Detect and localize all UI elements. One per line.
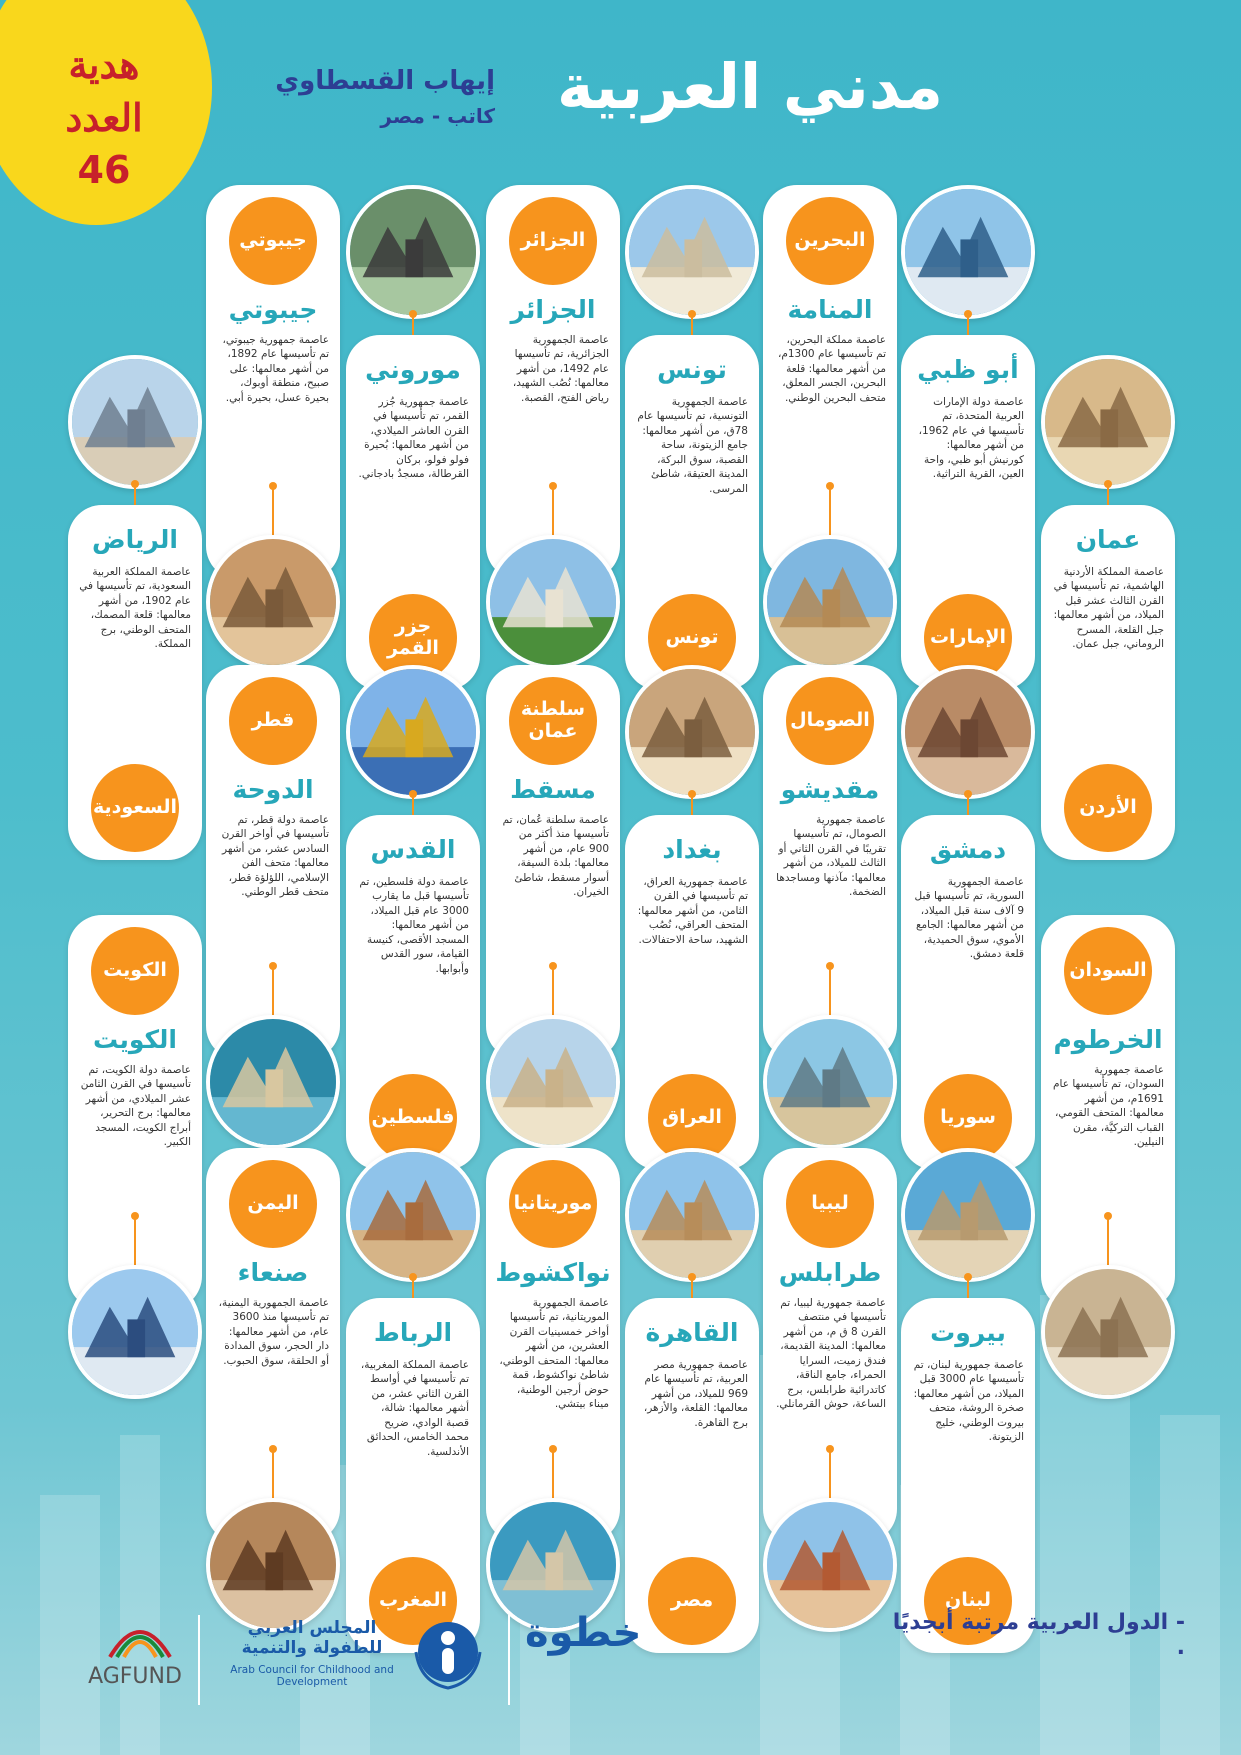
author-role: كاتب - مصر (380, 104, 495, 128)
city-description: عاصمة جمهورية جُزر القمر، تم تأسيسها في القرن العاشر الميلادي، من أشهر معالمها: بُحيرة فولو فولو، بركان القرطالة، مسجدُ بادجاني. (358, 396, 469, 481)
city-description: عاصمة الجمهورية اليمنية، تم تأسيسها منذ 3600 عام، من أشهر معالمها: دار الحجر، سوق المدادة أو الحلقة، سوق الحبوب. (218, 1297, 329, 1367)
city-description: عاصمة دولة الكويت، تم تأسيسها في القرن الثامن عشر الميلادي، من أشهر معالمها: برج التحرير، أبراج الكويت، المسجد الكبير. (80, 1064, 191, 1149)
landmark-photo (346, 1148, 480, 1282)
city-name: الكويت (92, 1025, 178, 1054)
landmark-photo (625, 665, 759, 799)
city-description: عاصمة جمهورية الصومال، تم تأسيسها تقريبًا في القرن الثاني أو الثالث للميلاد، من أشهر معالمها: مآذنها ومساجدها الضخمة. (776, 814, 886, 899)
city-name: موروني (365, 355, 461, 384)
landmark-photo (68, 355, 202, 489)
city-description: عاصمة المملكة المغربية، تم تأسيسها في أواسط القرن الثاني عشر، من أشهر معالمها: شالة، قصبة الوادي، ضريح محمد الخامس، الحدائق الأندلسية. (360, 1359, 469, 1458)
country-name-badge: تونس (644, 590, 740, 686)
country-name-badge: ليبيا (782, 1156, 878, 1252)
country-name-badge: قطر (225, 673, 321, 769)
city-name: صنعاء (237, 1258, 309, 1287)
country-name-badge: الأردن (1060, 760, 1156, 856)
council-name-english: Arab Council for Childhood and Development (230, 1664, 394, 1688)
city-name: الدوحة (232, 775, 314, 804)
city-description: عاصمة دولة فلسطين، تم تأسيسها قبل ما يقارب 3000 عام قبل الميلاد، من أشهر معالمها: المسجد الأقصى، كنيسة القيامة، سور القدس وأبوابها. (359, 876, 469, 975)
author-name: إيهاب القسطاوي (275, 66, 495, 96)
country-name-badge: الكويت (87, 923, 183, 1019)
city-description: عاصمة المملكة الأردنية الهاشمية، تم تأسيسها في القرن الثالث عشر قبل الميلاد، من أشهر معالمها: جبل القلعة، المسرح الروماني، جبل عمان. (1053, 566, 1164, 651)
city-description: عاصمة المملكة العربية السعودية، تم تأسيسها في عام 1902، من أشهر معالمها: قلعة المصمك، المتحف الوطني، برج المملكة. (79, 566, 191, 651)
country-name-badge: المغرب (365, 1553, 461, 1649)
city-name: جيبوتي (228, 295, 318, 324)
city-name: الرياض (92, 525, 178, 554)
landmark-photo (1041, 1265, 1175, 1399)
country-name-badge: الإمارات (920, 590, 1016, 686)
city-description: عاصمة جمهورية ليبيا، تم تأسيسها في منتصف القرن 8 ق م، من أشهر معالمها: المدينة القديمة، فندق زميت، السرايا الحمراء، جامع الناقة، كاتدرائية طرابلس، برج الساعة، حوش القرمانلي. (776, 1297, 886, 1411)
badge-issue-number: 46 (77, 148, 131, 192)
country-name-badge: الصومال (782, 673, 878, 769)
city-name: القاهرة (645, 1318, 739, 1347)
country-name-badge: سلطنة عمان (505, 673, 601, 769)
city-description: عاصمة مملكة البحرين، تم تأسيسها عام 1300م، من أشهر معالمها: قلعة البحرين، الجسر المعلق، متحف البحرين الوطني. (777, 334, 886, 404)
landmark-photo (901, 1148, 1035, 1282)
footer-note: - الدول العربية مرتبة أبجديًا . (892, 1610, 1185, 1660)
city-name: نواكشوط (495, 1258, 611, 1287)
country-name-badge: البحرين (782, 193, 878, 289)
city-name: مقديشو (780, 775, 880, 804)
landmark-photo (763, 1015, 897, 1149)
city-description: عاصمة جمهورية السودان، تم تأسيسها عام 1691م، من أشهر معالمها: المتحف القومي، القباب التركيَّة، مقرن النيلين. (1053, 1064, 1164, 1149)
city-name: أبو ظبي (917, 355, 1019, 384)
landmark-photo (901, 665, 1035, 799)
city-name: بغداد (662, 835, 722, 864)
city-description: عاصمة الجمهورية السورية، تم تأسيسها قبل 9 آلاف سنة قبل الميلاد، من أشهر معالمها: الجامع الأموي، سوق الحميدية، قلعة دمشق. (914, 876, 1024, 961)
footer-divider (508, 1615, 510, 1705)
badge-issue-label: العدد (65, 95, 143, 140)
landmark-photo (901, 185, 1035, 319)
city-name: الخرطوم (1053, 1025, 1163, 1054)
city-description: عاصمة دولة الإمارات العربية المتحدة، تم تأسيسها في عام 1962، من أشهر معالمها: كورنيش أبو ظبي، واحة العين، القرية التراثية. (918, 396, 1024, 481)
landmark-photo (486, 1015, 620, 1149)
city-description: عاصمة الجمهورية الجزائرية، تم تأسيسها عام 1492، من أشهر معالمها: نُصُب الشهيد، رياض الفتح، القصبة. (512, 334, 609, 404)
country-name-badge: لبنان (920, 1553, 1016, 1649)
city-name: مسقط (510, 775, 596, 804)
khotwa-logo: خطوة (525, 1610, 642, 1656)
city-name: الرباط (373, 1318, 453, 1347)
city-name: الجزائر (510, 295, 596, 324)
country-name-badge: العراق (644, 1070, 740, 1166)
city-name: دمشق (929, 835, 1007, 864)
city-description: عاصمة دولة قطر، تم تأسيسها في أواخر القرن السادس عشر، من أشهر معالمها: متحف الفن الإسلامي، اللؤلؤة قطر، متحف قطر الوطني. (221, 814, 329, 899)
city-name: طرابلس (778, 1258, 882, 1287)
city-name: بيروت (930, 1318, 1006, 1347)
landmark-photo (763, 1498, 897, 1632)
city-description: عاصمة الجمهورية الموريتانية، تم تأسيسها أواخر خمسينيات القرن العشرين، من أشهر معالمها: المتحف الوطني، شاطئ نواكشوط، قمة حوض أرجين الوطنية، ميناء بيتشي. (499, 1297, 609, 1411)
city-name: المنامة (787, 295, 873, 324)
landmark-photo (346, 185, 480, 319)
council-name-arabic: المجلس العربي للطفولة والتنمية (241, 1618, 383, 1658)
city-description: عاصمة جمهورية العراق، تم تأسيسها في القرن الثامن، من أشهر معالمها: المتحف العراقي، نُصُب الشهيد، ساحة الاحتفالات. (637, 876, 748, 946)
country-name-badge: السودان (1060, 923, 1156, 1019)
country-name-badge: جيبوتي (225, 193, 321, 289)
landmark-photo (625, 185, 759, 319)
badge-gift-label: هدية (68, 42, 140, 87)
page-title: مدني العربية (556, 50, 944, 123)
country-name-badge: الجزائر (505, 193, 601, 289)
country-name-badge: جزر القمر (365, 590, 461, 686)
city-description: عاصمة سلطنة عُمان، تم تأسيسها منذ أكثر من 900 عام، من أشهر معالمها: بلدة السيفة، أسوار مسقط، شاطئ الخيران. (502, 814, 609, 899)
city-name: القدس (370, 835, 456, 864)
landmark-photo (206, 1498, 340, 1632)
city-name: تونس (657, 355, 727, 384)
country-name-badge: فلسطين (365, 1070, 461, 1166)
city-description: عاصمة جمهورية مصر العربية، تم تأسيسها عام 969 للميلاد، من أشهر معالمها: القلعة، والأزهر، برج القاهرة. (643, 1359, 748, 1429)
agfund-logo: AGFUND (88, 1664, 182, 1689)
landmark-photo (68, 1265, 202, 1399)
country-name-badge: السعودية (87, 760, 183, 856)
footer-divider (198, 1615, 200, 1705)
city-description: عاصمة الجمهورية التونسية، تم تأسيسها عام 78ق، من أشهر معالمها: جامع الزيتونة، ساحة القصبة، سوق البركة، المدينة العتيقة، شاطئ المرسى. (637, 396, 748, 495)
country-name-badge: سوريا (920, 1070, 1016, 1166)
landmark-photo (206, 1015, 340, 1149)
landmark-photo (625, 1148, 759, 1282)
landmark-photo (206, 535, 340, 669)
city-description: عاصمة جمهورية لبنان، تم تأسيسها عام 3000 قبل الميلاد، من أشهر معالمها: صخرة الروشة، متحف بيروت الوطني، خليج الزيتونة. (913, 1359, 1024, 1444)
country-name-badge: اليمن (225, 1156, 321, 1252)
country-name-badge: مصر (644, 1553, 740, 1649)
country-name-badge: موريتانيا (505, 1156, 601, 1252)
city-description: عاصمة جمهورية جيبوتي، تم تأسيسها عام 1892، من أشهر معالمها: على صبيح، منطقة أوبوك، بحيرة عسل، بحيرة أبي. (222, 334, 329, 404)
city-name: عمان (1075, 525, 1141, 554)
landmark-photo (1041, 355, 1175, 489)
landmark-photo (346, 665, 480, 799)
landmark-photo (486, 535, 620, 669)
council-emblem-icon (408, 1612, 488, 1692)
agfund-emblem-icon (105, 1612, 175, 1662)
landmark-photo (763, 535, 897, 669)
